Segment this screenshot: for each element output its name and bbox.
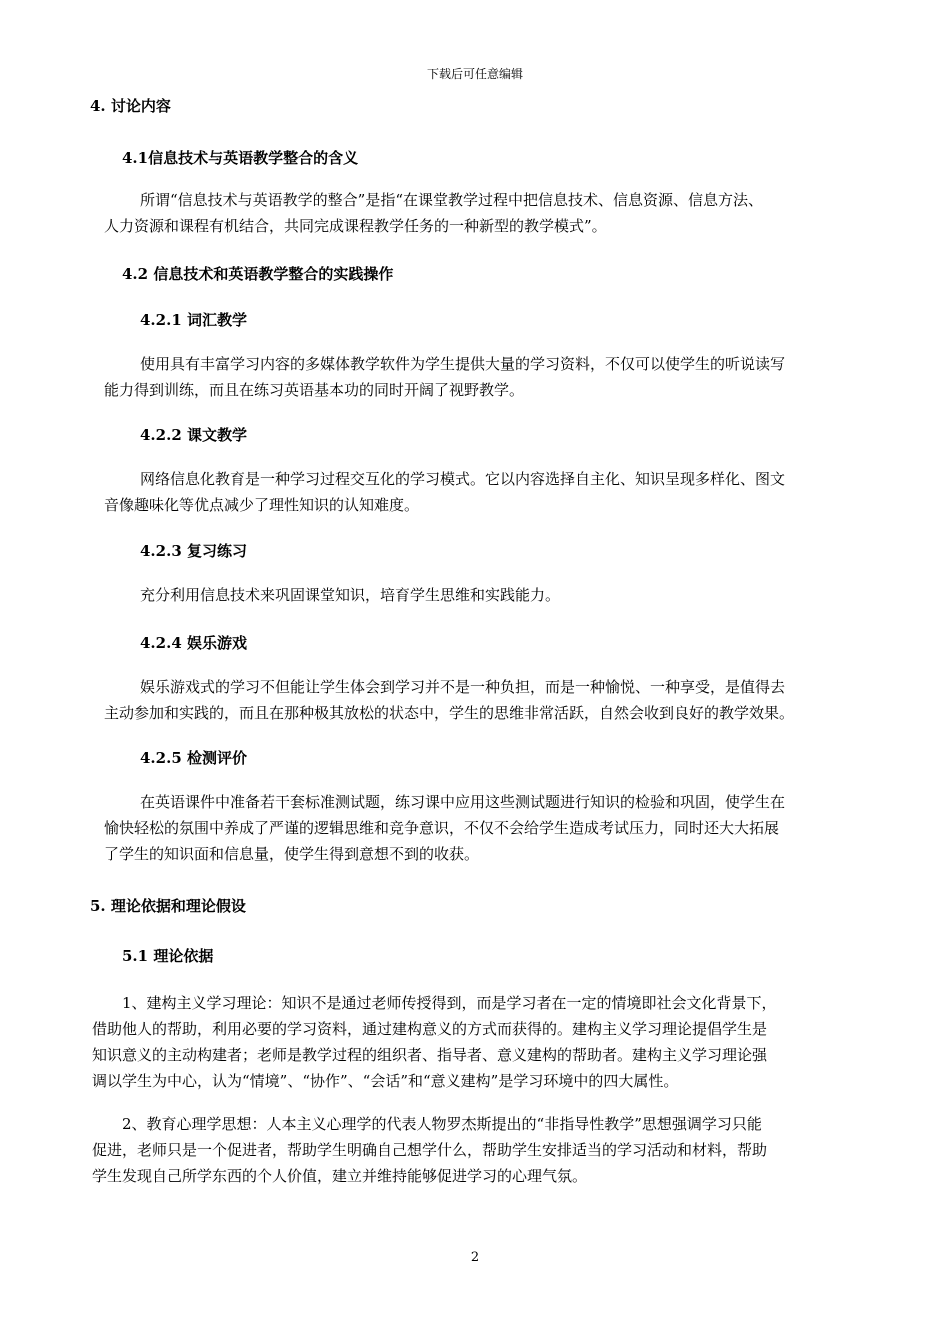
paragraph-line: 音像趣味化等优点减少了理性知识的认知难度。 — [104, 496, 420, 514]
paragraph-line: 2、教育心理学思想：人本主义心理学的代表人物罗杰斯提出的“非指导性教学”思想强调学习只能 — [122, 1115, 762, 1133]
section-4-2-2-heading: 4.2.2 课文教学 — [140, 426, 247, 444]
section-4-heading: 4. 讨论内容 — [90, 97, 171, 115]
section-5-1-paragraph-1 — [92, 990, 777, 1094]
paragraph-line: 知识意义的主动构建者；老师是教学过程的组织者、指导者、意义建构的帮助者。建构主义学习理论强 — [92, 1046, 768, 1064]
paragraph-line: 了学生的知识面和信息量，使学生得到意想不到的收获。 — [104, 845, 480, 863]
paragraph-line: 所谓“信息技术与英语教学的整合”是指“在课堂教学过程中把信息技术、信息资源、信息方法、 — [140, 191, 764, 209]
section-4-1-paragraph — [104, 187, 763, 239]
section-4-2-4-paragraph — [104, 674, 794, 726]
section-4-2-4-heading: 4.2.4 娱乐游戏 — [140, 634, 247, 652]
section-5-heading: 5. 理论依据和理论假设 — [90, 897, 246, 915]
page-number: 2 — [470, 1250, 480, 1265]
paragraph-line: 学生发现自己所学东西的个人价值，建立并维持能够促进学习的心理气氛。 — [92, 1167, 588, 1185]
page-header: 下载后可任意编辑 — [426, 67, 523, 81]
paragraph-line: 在英语课件中准备若干套标准测试题，练习课中应用这些测试题进行知识的检验和巩固，使学生在 — [140, 793, 786, 811]
paragraph-line: 能力得到训练，而且在练习英语基本功的同时开阔了视野教学。 — [104, 381, 525, 399]
section-4-2-1-paragraph — [104, 351, 785, 403]
paragraph-line: 网络信息化教育是一种学习过程交互化的学习模式。它以内容选择自主化、知识呈现多样化、图文 — [140, 470, 786, 488]
section-4-2-5-paragraph — [104, 789, 785, 867]
paragraph-line: 充分利用信息技术来巩固课堂知识，培育学生思维和实践能力。 — [140, 586, 561, 604]
section-4-2-1-heading: 4.2.1 词汇教学 — [140, 311, 247, 329]
paragraph-line: 使用具有丰富学习内容的多媒体教学软件为学生提供大量的学习资料，不仅可以使学生的听说读写 — [140, 355, 786, 373]
section-4-2-5-heading: 4.2.5 检测评价 — [140, 749, 247, 767]
paragraph-line: 调以学生为中心，认为“情境”、“协作”、“会话”和“意义建构”是学习环境中的四大属性。 — [92, 1072, 679, 1090]
paragraph-line: 娱乐游戏式的学习不但能让学生体会到学习并不是一种负担，而是一种愉悦、一种享受，是值得去 — [140, 678, 786, 696]
paragraph-line: 促进，老师只是一个促进者，帮助学生明确自己想学什么，帮助学生安排适当的学习活动和材料，帮助 — [92, 1141, 768, 1159]
section-4-1-heading: 4.1信息技术与英语教学整合的含义 — [122, 149, 359, 167]
section-5-1-paragraph-2 — [92, 1111, 767, 1189]
section-4-2-3-paragraph — [104, 582, 560, 608]
section-5-1-heading: 5.1 理论依据 — [122, 947, 214, 965]
paragraph-line: 借助他人的帮助，利用必要的学习资料，通过建构意义的方式而获得的。建构主义学习理论提倡学生是 — [92, 1020, 768, 1038]
paragraph-line: 人力资源和课程有机结合，共同完成课程教学任务的一种新型的教学模式”。 — [104, 217, 607, 235]
paragraph-line: 愉快轻松的氛围中养成了严谨的逻辑思维和竞争意识，不仅不会给学生造成考试压力，同时还大大拓展 — [104, 819, 780, 837]
paragraph-line: 主动参加和实践的，而且在那种极其放松的状态中，学生的思维非常活跃，自然会收到良好的教学效果。 — [104, 704, 795, 722]
section-4-2-2-paragraph — [104, 466, 785, 518]
section-4-2-heading: 4.2 信息技术和英语教学整合的实践操作 — [122, 265, 394, 283]
section-4-2-3-heading: 4.2.3 复习练习 — [140, 542, 247, 560]
paragraph-line: 1、建构主义学习理论：知识不是通过老师传授得到，而是学习者在一定的情境即社会文化背景下， — [122, 994, 777, 1012]
